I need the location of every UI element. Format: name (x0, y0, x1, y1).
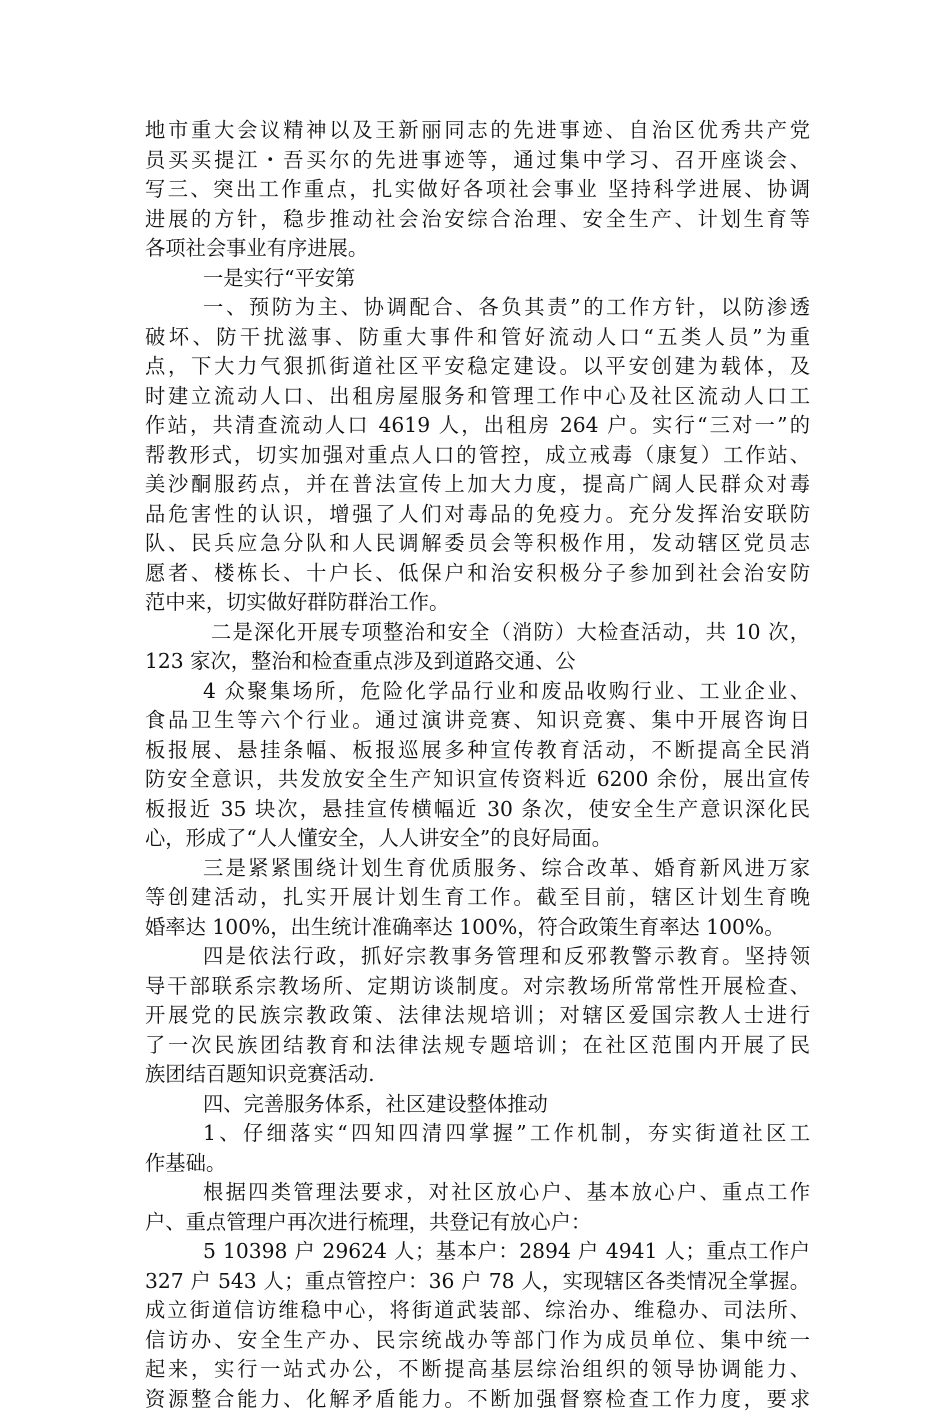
text-line: 破坏、防干扰滋事、防重大事件和管好流动人口“五类人员”为重 (145, 323, 810, 353)
text-line: 四是依法行政，抓好宗教事务管理和反邪教警示教育。坚持领 (145, 942, 810, 972)
text-line: 范中来，切实做好群防群治工作。 (145, 588, 810, 618)
text-line: 根据四类管理法要求，对社区放心户、基本放心户、重点工作 (145, 1178, 810, 1208)
text-line: 写三、突出工作重点，扎实做好各项社会事业 坚持科学进展、协调 (145, 175, 810, 205)
text-line: 导干部联系宗教场所、定期访谈制度。对宗教场所常常性开展检查、 (145, 972, 810, 1002)
text-line: 信访办、安全生产办、民宗统战办等部门作为成员单位、集中统一 (145, 1326, 810, 1356)
text-line: 时建立流动人口、出租房屋服务和管理工作中心及社区流动人口工 (145, 382, 810, 412)
text-line: 开展党的民族宗教政策、法律法规培训；对辖区爱国宗教人士进行 (145, 1001, 810, 1031)
text-line: 作站，共清查流动人口 4619 人，出租房 264 户。实行“三对一”的 (145, 411, 810, 441)
text-line: 户、重点管理户再次进行梳理，共登记有放心户： (145, 1208, 810, 1238)
text-line: 点，下大力气狠抓街道社区平安稳定建设。以平安创建为载体，及 (145, 352, 810, 382)
text-line: 食品卫生等六个行业。通过演讲竞赛、知识竞赛、集中开展咨询日 (145, 706, 810, 736)
text-line: 品危害性的认识，增强了人们对毒品的免疫力。充分发挥治安联防 (145, 500, 810, 530)
text-line: 作基础。 (145, 1149, 810, 1179)
text-line: 327 户 543 人；重点管控户：36 户 78 人，实现辖区各类情况全掌握。 (145, 1267, 810, 1297)
text-line: 三是紧紧围绕计划生育优质服务、综合改革、婚育新风进万家 (145, 854, 810, 884)
text-line: 一是实行“平安第 (145, 264, 810, 294)
text-line: 各项社会事业有序进展。 (145, 234, 810, 264)
text-line: 资源整合能力、化解矛盾能力。不断加强督察检查工作力度，要求 (145, 1385, 810, 1414)
text-line: 愿者、楼栋长、十户长、低保户和治安积极分子参加到社会治安防 (145, 559, 810, 589)
text-line: 5 10398 户 29624 人；基本户：2894 户 4941 人；重点工作户 (145, 1237, 810, 1267)
text-line: 一、预防为主、协调配合、各负其责”的工作方针，以防渗透 (145, 293, 810, 323)
text-line: 族团结百题知识竞赛活动. (145, 1060, 810, 1090)
text-line: 1、仔细落实“四知四清四掌握”工作机制，夯实街道社区工 (145, 1119, 810, 1149)
text-line: 123 家次，整治和检查重点涉及到道路交通、公 (145, 647, 810, 677)
text-line: 起来，实行一站式办公，不断提高基层综治组织的领导协调能力、 (145, 1355, 810, 1385)
text-line: 等创建活动，扎实开展计划生育工作。截至目前，辖区计划生育晚 (145, 883, 810, 913)
text-line: 二是深化开展专项整治和安全（消防）大检查活动，共 10 次， (145, 618, 810, 648)
text-line: 四、完善服务体系，社区建设整体推动 (145, 1090, 810, 1120)
text-line: 地市重大会议精神以及王新丽同志的先进事迹、自治区优秀共产党 (145, 116, 810, 146)
text-line: 进展的方针，稳步推动社会治安综合治理、安全生产、计划生育等 (145, 205, 810, 235)
body-text (145, 116, 810, 1414)
text-line: 帮教形式，切实加强对重点人口的管控，成立戒毒（康复）工作站、 (145, 441, 810, 471)
text-line: 美沙酮服药点，并在普法宣传上加大力度，提高广阔人民群众对毒 (145, 470, 810, 500)
text-line: 防安全意识，共发放安全生产知识宣传资料近 6200 余份，展出宣传 (145, 765, 810, 795)
text-line: 成立街道信访维稳中心，将街道武装部、综治办、维稳办、司法所、 (145, 1296, 810, 1326)
text-line: 心，形成了“人人懂安全，人人讲安全”的良好局面。 (145, 824, 810, 854)
text-line: 板报展、悬挂条幅、板报巡展多种宣传教育活动，不断提高全民消 (145, 736, 810, 766)
text-line: 队、民兵应急分队和人民调解委员会等积极作用，发动辖区党员志 (145, 529, 810, 559)
text-line: 婚率达 100%，出生统计准确率达 100%，符合政策生育率达 100%。 (145, 913, 810, 943)
text-line: 板报近 35 块次，悬挂宣传横幅近 30 条次，使安全生产意识深化民 (145, 795, 810, 825)
text-line: 员买买提江・吾买尔的先进事迹等，通过集中学习、召开座谈会、 (145, 146, 810, 176)
text-line: 4 众聚集场所，危险化学品行业和废品收购行业、工业企业、 (145, 677, 810, 707)
text-line: 了一次民族团结教育和法律法规专题培训；在社区范围内开展了民 (145, 1031, 810, 1061)
